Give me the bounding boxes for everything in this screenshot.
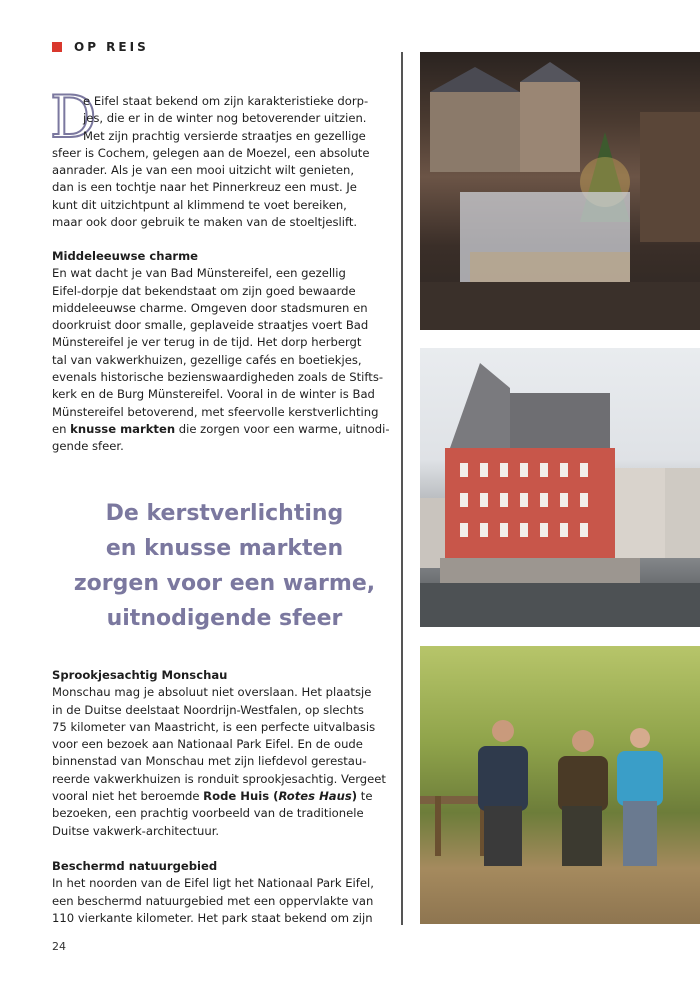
body-text: doorkruist door smalle, geplaveide straatjes voert Bad	[52, 318, 369, 333]
body-line	[52, 145, 370, 162]
pull-quote-line: en knusse markten	[105, 536, 344, 561]
body-text: maar ook door gebruik te maken van de stoeltjeslift.	[52, 215, 358, 230]
body-text: gende sfeer.	[52, 439, 124, 454]
body-line	[52, 334, 364, 351]
body-text: aanrader. Als je van een mooi uitzicht wilt genieten,	[52, 163, 355, 178]
column-divider	[401, 52, 403, 925]
body-text: voor een bezoek aan Nationaal Park Eifel. En de oude	[52, 737, 363, 752]
pull-quote	[52, 496, 397, 636]
body-text: 75 kilometer van Maastricht, is een perfecte uitvalbasis	[52, 719, 376, 734]
body-line	[52, 93, 369, 110]
body-text: Met zijn prachtig versierde straatjes en gezellige	[83, 128, 366, 143]
body-text: jes, die er in de winter nog betoverender uitzien.	[83, 111, 367, 126]
body-text: dan is een tochtje naar het Pinnerkreuz een must. Je	[52, 180, 357, 195]
body-line	[52, 317, 369, 334]
page-number: 24	[52, 940, 66, 953]
section-tag	[52, 40, 149, 54]
body-line	[52, 300, 368, 317]
section-marker-icon	[52, 42, 62, 52]
drop-cap: D	[50, 83, 97, 151]
body-text: vooral niet het beroemde	[52, 789, 204, 804]
body-line	[52, 404, 379, 421]
pull-quote-line: uitnodigende sfeer	[106, 606, 343, 631]
photo-rode-huis	[420, 348, 700, 627]
body-text: te	[357, 789, 373, 804]
section-heading: Beschermd natuurgebied	[52, 859, 218, 873]
body-line	[52, 736, 364, 753]
body-line	[52, 265, 364, 282]
body-text: Duitse vakwerk-architectuur.	[52, 823, 220, 838]
body-text: een beschermd natuurgebied met een oppervlakte van	[52, 893, 374, 908]
body-text: reerde vakwerkhuizen is ronduit sprookjesachtig. Vergeet	[52, 771, 386, 786]
body-text: binnenstad van Monschau met zijn liefdevol gerestau-	[52, 754, 367, 769]
body-line	[52, 179, 364, 196]
body-text: 110 vierkante kilometer. Het park staat bekend om zijn	[52, 910, 373, 925]
pull-quote-line: zorgen voor een warme,	[73, 571, 376, 596]
body-text: evenals historische bezienswaardigheden zoals de Stifts-	[52, 370, 384, 385]
emphasis-text: )	[351, 789, 358, 804]
section-label: OP REIS	[74, 40, 149, 54]
photo-christmas-market	[420, 52, 700, 330]
body-line	[52, 110, 367, 127]
christmas-market-image	[420, 52, 700, 330]
body-text: En wat dacht je van Bad Münstereifel, een gezellig	[52, 266, 346, 281]
body-line	[52, 352, 364, 369]
body-text: sfeer is Cochem, gelegen aan de Moezel, een absolute	[52, 145, 370, 160]
section-heading: Sprookjesachtig Monschau	[52, 668, 228, 682]
body-line	[52, 702, 364, 719]
body-text: kerk en de Burg Münstereifel. Vooral in de winter is Bad	[52, 387, 375, 402]
body-line	[52, 910, 373, 927]
body-text: en	[52, 421, 71, 436]
body-line	[52, 197, 364, 214]
body-line	[52, 283, 364, 300]
section-beschermd-natuurgebied	[52, 858, 374, 927]
body-line	[52, 438, 364, 455]
body-text: tal van vakwerkhuizen, gezellige cafés en boetiekjes,	[52, 352, 362, 367]
body-line	[52, 753, 367, 770]
body-line	[52, 386, 375, 403]
section-heading: Middeleeuwse charme	[52, 249, 199, 263]
body-line	[52, 162, 364, 179]
body-line	[52, 128, 364, 145]
body-line	[52, 805, 364, 822]
intro-paragraph	[52, 93, 370, 231]
body-text: die zorgen voor een warme, uitnodi-	[175, 421, 390, 436]
body-text: middeleeuwse charme. Omgeven door stadsmuren en	[52, 300, 368, 315]
emphasis-text: knusse markten	[70, 421, 176, 436]
body-text: Eifel-dorpje dat bekendstaat om zijn goed bewaarde	[52, 283, 356, 298]
body-text: Münstereifel je ver terug in de tijd. Het dorp herbergt	[52, 335, 362, 350]
body-line	[52, 893, 374, 910]
body-line	[52, 369, 384, 386]
emphasis-text: Rode Huis (	[203, 789, 279, 804]
body-line	[52, 719, 376, 736]
body-line	[52, 875, 374, 892]
section-middeleeuwse-charme	[52, 248, 390, 456]
body-text: Monschau mag je absoluut niet overslaan. Het plaatsje	[52, 685, 372, 700]
body-line	[52, 214, 364, 231]
body-line	[52, 684, 372, 701]
body-text: In het noorden van de Eifel ligt het Nationaal Park Eifel,	[52, 876, 374, 891]
body-text: in de Duitse deelstaat Noordrijn-Westfalen, op slechts	[52, 702, 364, 717]
body-line	[52, 788, 373, 805]
section-sprookjesachtig-monschau	[52, 667, 386, 840]
body-text: bezoeken, een prachtig voorbeeld van de traditionele	[52, 806, 364, 821]
body-text: kunt dit uitzichtpunt al klimmend te voet bereiken,	[52, 197, 347, 212]
photo-hikers-forest	[420, 646, 700, 924]
body-line	[52, 771, 386, 788]
rode-huis-image	[420, 348, 700, 627]
body-text: e Eifel staat bekend om zijn karakteristieke dorp-	[83, 94, 369, 108]
body-line	[52, 421, 390, 438]
body-line	[52, 823, 364, 840]
emphasis-text: Rotes Haus	[278, 789, 352, 804]
pull-quote-line: De kerstverlichting	[105, 501, 344, 526]
hikers-image	[420, 646, 700, 924]
body-text: Münstereifel betoverend, met sfeervolle kerstverlichting	[52, 404, 379, 419]
